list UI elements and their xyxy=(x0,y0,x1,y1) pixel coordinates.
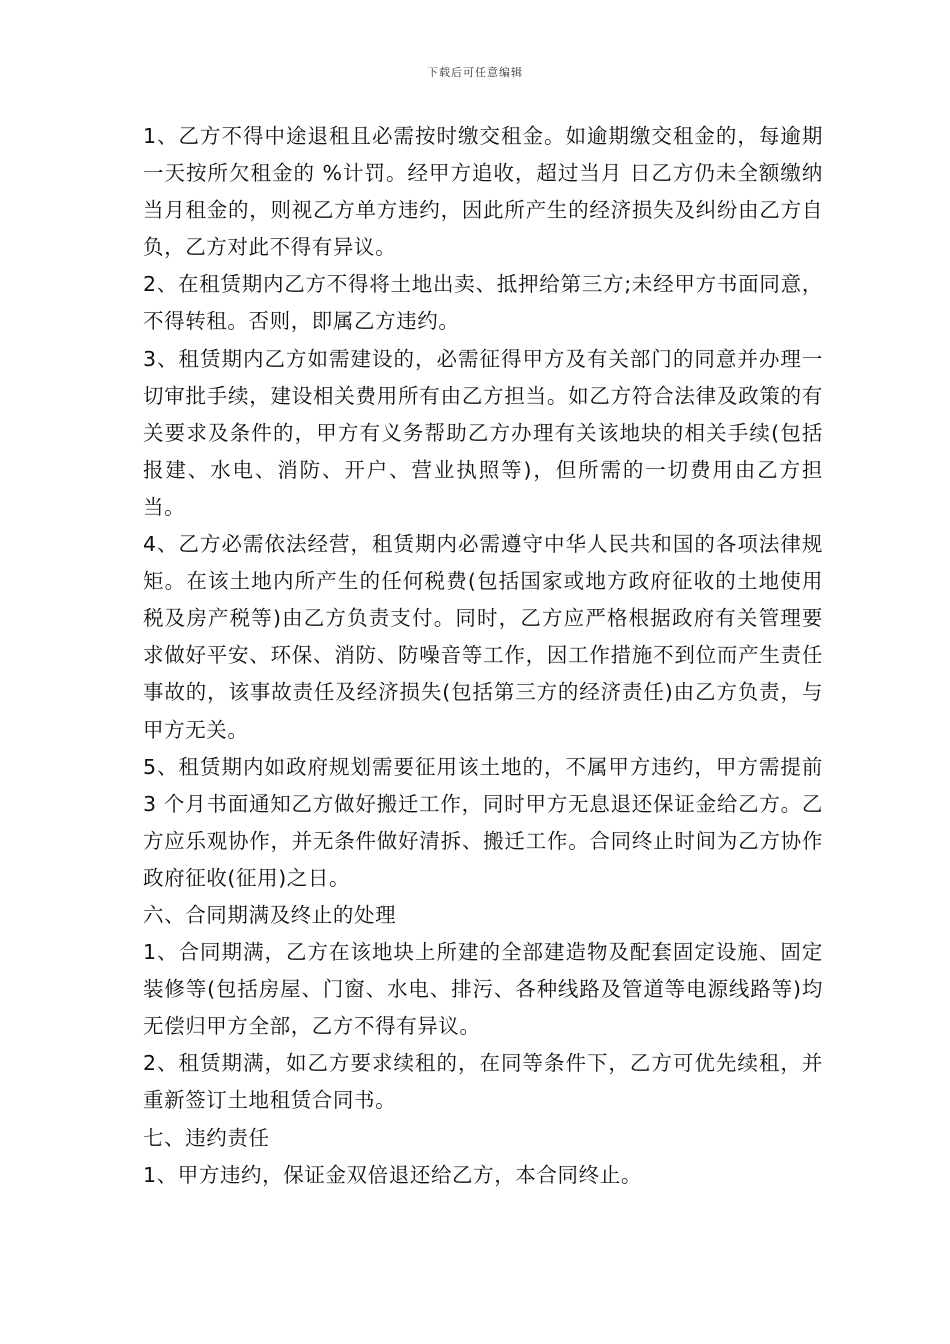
section-6-clause-1: 1、合同期满，乙方在该地块上所建的全部建造物及配套固定设施、固定装修等(包括房屋、门窗、水电、排污、各种线路及管道等电源线路等)均无偿归甲方全部，乙方不得有异议。 xyxy=(143,940,823,1039)
clause-5-expropriation: 5、租赁期内如政府规划需要征用该土地的，不属甲方违约，甲方需提前 3 个月书面通知乙方做好搬迁工作，同时甲方无息退还保证金给乙方。乙方应乐观协作，并无条件做好清拆、搬迁工作。合同终止时间为乙方协作政府征收(征用)之日。 xyxy=(143,754,823,890)
page-header: 下载后可任意编辑 xyxy=(427,66,523,79)
clause-2-no-sublease: 2、在租赁期内乙方不得将土地出卖、抵押给第三方;未经甲方书面同意，不得转租。否则，即属乙方违约。 xyxy=(143,272,823,334)
section-7-clause-1: 1、甲方违约，保证金双倍退还给乙方，本合同终止。 xyxy=(143,1162,642,1187)
section-6-heading: 六、合同期满及终止的处理 xyxy=(143,902,397,927)
clause-3-construction: 3、租赁期内乙方如需建设的，必需征得甲方及有关部门的同意并办理一切审批手续，建设相关费用所有由乙方担当。如乙方符合法律及政策的有关要求及条件的，甲方有义务帮助乙方办理有关该地块的相关手续(包括报建、水电、消防、开户、营业执照等)，但所需的一切费用由乙方担当。 xyxy=(143,346,823,519)
section-7-heading: 七、违约责任 xyxy=(143,1125,270,1150)
section-6-clause-2: 2、租赁期满，如乙方要求续租的，在同等条件下，乙方可优先续租，并重新签订土地租赁合同书。 xyxy=(143,1051,823,1113)
clause-1-overdue-rent: 1、乙方不得中途退租且必需按时缴交租金。如逾期缴交租金的，每逾期一天按所欠租金的 %计罚。经甲方追收，超过当月 日乙方仍未全额缴纳当月租金的，则视乙方单方违约，因此所产生的经济损失及纠纷由乙方自负，乙方对此不得有异议。 xyxy=(143,124,823,260)
clause-4-lawful-operation: 4、乙方必需依法经营，租赁期内必需遵守中华人民共和国的各项法律规矩。在该土地内所产生的任何税费(包括国家或地方政府征收的土地使用税及房产税等)由乙方负责支付。同时，乙方应严格根据政府有关管理要求做好平安、环保、消防、防噪音等工作，因工作措施不到位而产生责任事故的，该事故责任及经济损失(包括第三方的经济责任)由乙方负责，与甲方无关。 xyxy=(143,532,823,742)
document-body xyxy=(143,118,823,1194)
